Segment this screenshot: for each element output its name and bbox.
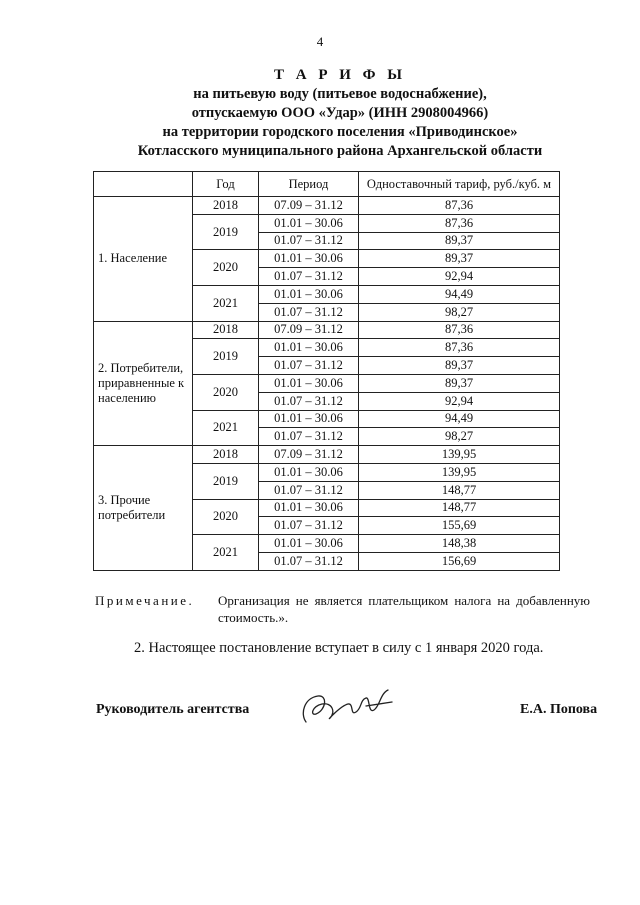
tariff-cell: 89,37 bbox=[359, 357, 560, 375]
tariff-cell: 156,69 bbox=[359, 552, 560, 570]
tariff-cell: 94,49 bbox=[359, 285, 560, 303]
year-cell: 2018 bbox=[193, 197, 259, 215]
year-cell: 2020 bbox=[193, 499, 259, 535]
period-cell: 01.07 – 31.12 bbox=[259, 392, 359, 410]
year-cell: 2019 bbox=[193, 214, 259, 250]
year-cell: 2021 bbox=[193, 410, 259, 446]
table-row bbox=[94, 321, 560, 339]
year-cell: 2021 bbox=[193, 285, 259, 321]
category-cell: 2. Потребители, приравненные к населению bbox=[94, 321, 193, 446]
period-cell: 01.01 – 30.06 bbox=[259, 250, 359, 268]
category-cell: 1. Население bbox=[94, 197, 193, 322]
table-header-row bbox=[94, 172, 560, 197]
period-cell: 01.01 – 30.06 bbox=[259, 463, 359, 481]
decree-text: 2. Настоящее постановление вступает в силу с 1 января 2020 года. bbox=[134, 640, 544, 656]
tariff-table-body bbox=[94, 197, 560, 571]
tariff-cell: 139,95 bbox=[359, 463, 560, 481]
period-cell: 01.01 – 30.06 bbox=[259, 374, 359, 392]
tariff-cell: 148,77 bbox=[359, 481, 560, 499]
period-cell: 01.01 – 30.06 bbox=[259, 410, 359, 428]
tariff-cell: 92,94 bbox=[359, 392, 560, 410]
note bbox=[95, 592, 590, 626]
period-cell: 01.01 – 30.06 bbox=[259, 285, 359, 303]
tariff-cell: 98,27 bbox=[359, 303, 560, 321]
period-cell: 01.01 – 30.06 bbox=[259, 339, 359, 357]
tariff-cell: 139,95 bbox=[359, 446, 560, 464]
header-year: Год bbox=[193, 172, 259, 197]
year-cell: 2018 bbox=[193, 321, 259, 339]
note-text: Организация не является плательщиком налога на добавленную стоимость.». bbox=[218, 593, 590, 625]
tariff-cell: 148,77 bbox=[359, 499, 560, 517]
title-line-4: Котласского муниципального района Архангельской области bbox=[137, 143, 543, 159]
period-cell: 01.07 – 31.12 bbox=[259, 428, 359, 446]
tariff-cell: 98,27 bbox=[359, 428, 560, 446]
period-cell: 01.07 – 31.12 bbox=[259, 481, 359, 499]
tariff-cell: 87,36 bbox=[359, 339, 560, 357]
note-label: Примечание. bbox=[95, 593, 195, 608]
signature-icon bbox=[296, 684, 396, 730]
tariff-cell: 87,36 bbox=[359, 197, 560, 215]
year-cell: 2020 bbox=[193, 250, 259, 286]
tariff-cell: 89,37 bbox=[359, 232, 560, 250]
signer-name: Е.А. Попова bbox=[520, 702, 598, 717]
year-cell: 2021 bbox=[193, 535, 259, 571]
year-cell: 2019 bbox=[193, 339, 259, 375]
period-cell: 01.07 – 31.12 bbox=[259, 517, 359, 535]
period-cell: 07.09 – 31.12 bbox=[259, 446, 359, 464]
signer-title: Руководитель агентства bbox=[96, 702, 250, 717]
tariff-table bbox=[93, 171, 560, 571]
tariff-cell: 92,94 bbox=[359, 268, 560, 286]
period-cell: 01.07 – 31.12 bbox=[259, 268, 359, 286]
period-cell: 07.09 – 31.12 bbox=[259, 321, 359, 339]
title-main: Т А Р И Ф Ы bbox=[273, 67, 407, 83]
header-tariff: Одноставочный тариф, руб./куб. м bbox=[359, 172, 560, 197]
tariff-cell: 87,36 bbox=[359, 214, 560, 232]
title-line-2: отпускаемую ООО «Удар» (ИНН 2908004966) bbox=[191, 105, 489, 121]
tariff-cell: 89,37 bbox=[359, 250, 560, 268]
period-cell: 01.01 – 30.06 bbox=[259, 499, 359, 517]
tariff-cell: 148,38 bbox=[359, 535, 560, 553]
signature-image bbox=[296, 684, 396, 735]
period-cell: 01.07 – 31.12 bbox=[259, 357, 359, 375]
page-number: 4 bbox=[316, 34, 324, 49]
year-cell: 2019 bbox=[193, 463, 259, 499]
category-cell: 3. Прочие потребители bbox=[94, 446, 193, 571]
period-cell: 01.07 – 31.12 bbox=[259, 232, 359, 250]
period-cell: 01.07 – 31.12 bbox=[259, 552, 359, 570]
header-period: Период bbox=[259, 172, 359, 197]
tariff-cell: 155,69 bbox=[359, 517, 560, 535]
document-title bbox=[60, 66, 620, 161]
tariff-cell: 87,36 bbox=[359, 321, 560, 339]
table-row bbox=[94, 446, 560, 464]
header-category bbox=[94, 172, 193, 197]
year-cell: 2020 bbox=[193, 374, 259, 410]
table-row bbox=[94, 197, 560, 215]
tariff-cell: 89,37 bbox=[359, 374, 560, 392]
period-cell: 01.07 – 31.12 bbox=[259, 303, 359, 321]
period-cell: 01.01 – 30.06 bbox=[259, 535, 359, 553]
period-cell: 07.09 – 31.12 bbox=[259, 197, 359, 215]
tariff-cell: 94,49 bbox=[359, 410, 560, 428]
year-cell: 2018 bbox=[193, 446, 259, 464]
title-line-1: на питьевую воду (питьевое водоснабжение), bbox=[193, 86, 487, 102]
title-line-3: на территории городского поселения «Приводинское» bbox=[162, 124, 518, 140]
period-cell: 01.01 – 30.06 bbox=[259, 214, 359, 232]
